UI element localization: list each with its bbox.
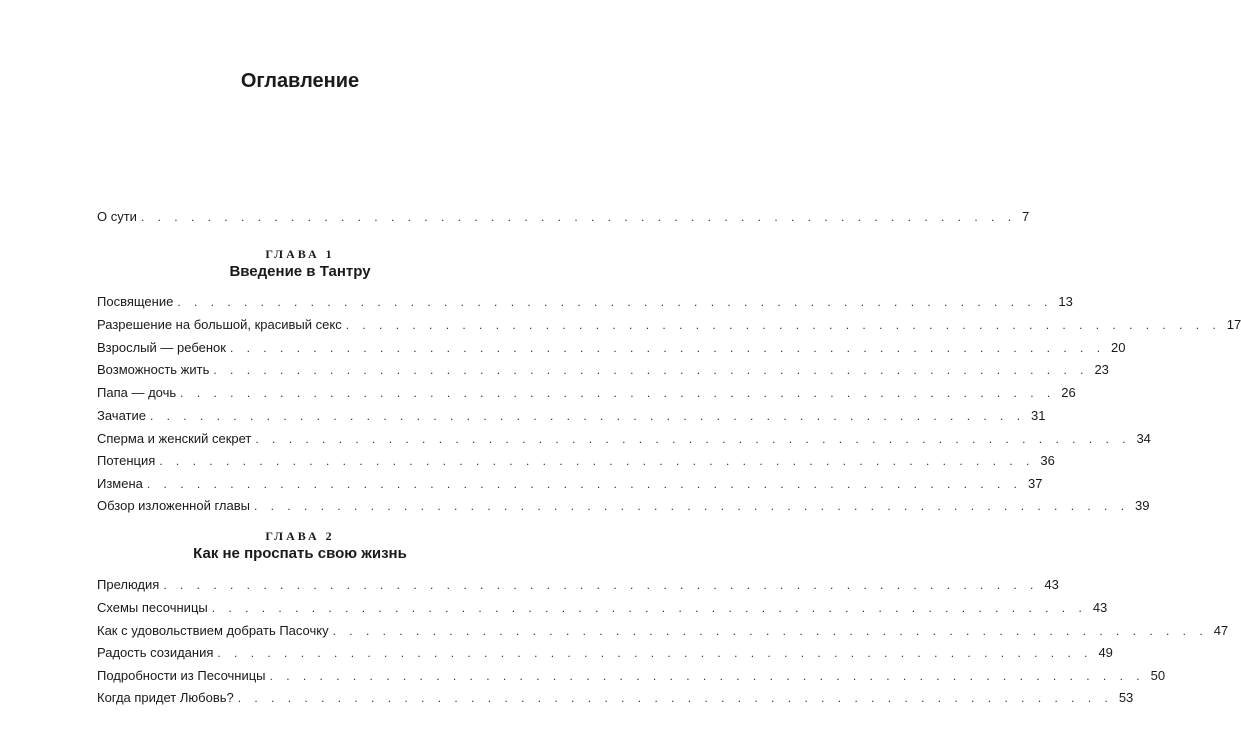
toc-entry[interactable] xyxy=(97,664,1166,684)
toc-entry-page: 13 xyxy=(1058,294,1073,309)
toc-entry-page: 34 xyxy=(1136,431,1151,446)
toc-entry-page: 43 xyxy=(1044,577,1059,592)
dot-leader: . . . . . . . . . . . . . . . . . . . . . . . . . . . . . . . . . . . . . . . . . . . . . . . . . . . . . xyxy=(269,669,1145,683)
chapter-1-title: Введение в Тантру xyxy=(229,263,371,280)
dot-leader: . . . . . . . . . . . . . . . . . . . . . . . . . . . . . . . . . . . . . . . . . . . . . . . . . . . . . xyxy=(332,624,1208,638)
toc-entry[interactable] xyxy=(97,427,1151,447)
dot-leader: . . . . . . . . . . . . . . . . . . . . . . . . . . . . . . . . . . . . . . . . . . . . . . . . . . . . . xyxy=(180,386,1056,400)
dot-leader: . . . . . . . . . . . . . . . . . . . . . . . . . . . . . . . . . . . . . . . . . . . . . . . . . . . . . xyxy=(211,601,1087,615)
toc-entry-label: О сути xyxy=(97,209,137,224)
toc-entry-page: 17 xyxy=(1226,317,1241,332)
toc-entry[interactable] xyxy=(97,573,1059,593)
toc-entry-label: Измена xyxy=(97,476,143,491)
chapter-2-title: Как не проспать свою жизнь xyxy=(193,545,407,562)
toc-entry[interactable] xyxy=(97,404,1046,424)
toc-entry[interactable] xyxy=(97,290,1073,310)
toc-entry[interactable] xyxy=(97,494,1150,514)
toc-entry-label: Обзор изложенной главы xyxy=(97,498,250,513)
toc-entry-label: Как с удовольствием добрать Пасочку xyxy=(97,623,329,638)
toc-entry-label: Когда придет Любовь? xyxy=(97,690,234,705)
dot-leader: . . . . . . . . . . . . . . . . . . . . . . . . . . . . . . . . . . . . . . . . . . . . . . . . . . . . . xyxy=(149,409,1026,423)
toc-entry-page: 31 xyxy=(1031,408,1046,423)
toc-entry-page: 23 xyxy=(1094,362,1109,377)
dot-leader: . . . . . . . . . . . . . . . . . . . . . . . . . . . . . . . . . . . . . . . . . . . . . . . . . . . . . xyxy=(237,691,1113,705)
dot-leader: . . . . . . . . . . . . . . . . . . . . . . . . . . . . . . . . . . . . . . . . . . . . . . . . . . . . . xyxy=(253,499,1130,513)
toc-entry-label: Зачатие xyxy=(97,408,146,423)
toc-entry-page: 39 xyxy=(1135,498,1150,513)
toc-entry[interactable] xyxy=(97,686,1134,706)
dot-leader: . . . . . . . . . . . . . . . . . . . . . . . . . . . . . . . . . . . . . . . . . . . . . . . . . . . . . xyxy=(229,341,1106,355)
toc-entry[interactable] xyxy=(97,313,1241,333)
toc-entry-page: 47 xyxy=(1213,623,1229,638)
toc-entry-label: Папа — дочь xyxy=(97,385,177,400)
toc-entry[interactable] xyxy=(97,641,1113,661)
toc-entry[interactable] xyxy=(97,381,1076,401)
toc-entry[interactable] xyxy=(97,596,1108,616)
toc-entry-label: Радость созидания xyxy=(97,645,214,660)
dot-leader: . . . . . . . . . . . . . . . . . . . . . . . . . . . . . . . . . . . . . . . . . . . . . . . . . . . . . xyxy=(177,295,1053,309)
chapter-2-label: ГЛАВА 2 xyxy=(265,529,335,543)
dot-leader: . . . . . . . . . . . . . . . . . . . . . . . . . . . . . . . . . . . . . . . . . . . . . . . . . . . . . xyxy=(217,646,1093,660)
toc-entry-label: Сперма и женский секрет xyxy=(97,431,252,446)
dot-leader: . . . . . . . . . . . . . . . . . . . . . . . . . . . . . . . . . . . . . . . . . . . . . . . . . . . . . xyxy=(140,210,1017,224)
toc-entry-label: Прелюдия xyxy=(97,577,160,592)
dot-leader: . . . . . . . . . . . . . . . . . . . . . . . . . . . . . . . . . . . . . . . . . . . . . . . . . . . . . xyxy=(255,432,1131,446)
toc-entry-label: Посвящение xyxy=(97,294,174,309)
dot-leader: . . . . . . . . . . . . . . . . . . . . . . . . . . . . . . . . . . . . . . . . . . . . . . . . . . . . . xyxy=(345,318,1221,332)
toc-entry[interactable] xyxy=(97,336,1126,356)
toc-entry-label: Возможность жить xyxy=(97,362,210,377)
toc-entry-page: 37 xyxy=(1027,476,1043,491)
toc-entry-intro[interactable] xyxy=(97,205,1030,225)
toc-entry-page: 43 xyxy=(1092,600,1108,615)
dot-leader: . . . . . . . . . . . . . . . . . . . . . . . . . . . . . . . . . . . . . . . . . . . . . . . . . . . . . xyxy=(213,363,1089,377)
toc-entry-label: Разрешение на большой, красивый секс xyxy=(97,317,342,332)
toc-entry-page: 7 xyxy=(1022,209,1030,224)
toc-entry-page: 36 xyxy=(1040,453,1055,468)
toc-entry-label: Подробности из Песочницы xyxy=(97,668,266,683)
toc-entry[interactable] xyxy=(97,619,1229,639)
toc-entry-page: 26 xyxy=(1061,385,1076,400)
dot-leader: . . . . . . . . . . . . . . . . . . . . . . . . . . . . . . . . . . . . . . . . . . . . . . . . . . . . . xyxy=(146,477,1022,491)
dot-leader: . . . . . . . . . . . . . . . . . . . . . . . . . . . . . . . . . . . . . . . . . . . . . . . . . . . . . xyxy=(163,578,1039,592)
toc-entry[interactable] xyxy=(97,472,1043,492)
page-title: Оглавление xyxy=(240,70,360,92)
toc-entry-page: 50 xyxy=(1150,668,1166,683)
toc-entry-page: 53 xyxy=(1118,690,1134,705)
dot-leader: . . . . . . . . . . . . . . . . . . . . . . . . . . . . . . . . . . . . . . . . . . . . . . . . . . . . . xyxy=(159,454,1035,468)
toc-entry[interactable] xyxy=(97,358,1109,378)
toc-entry-label: Взрослый — ребенок xyxy=(97,340,226,355)
toc-entry-page: 49 xyxy=(1098,645,1113,660)
toc-entry[interactable] xyxy=(97,449,1055,469)
toc-entry-label: Схемы песочницы xyxy=(97,600,208,615)
toc-entry-label: Потенция xyxy=(97,453,156,468)
chapter-1-label: ГЛАВА 1 xyxy=(265,247,335,261)
toc-entry-page: 20 xyxy=(1111,340,1126,355)
